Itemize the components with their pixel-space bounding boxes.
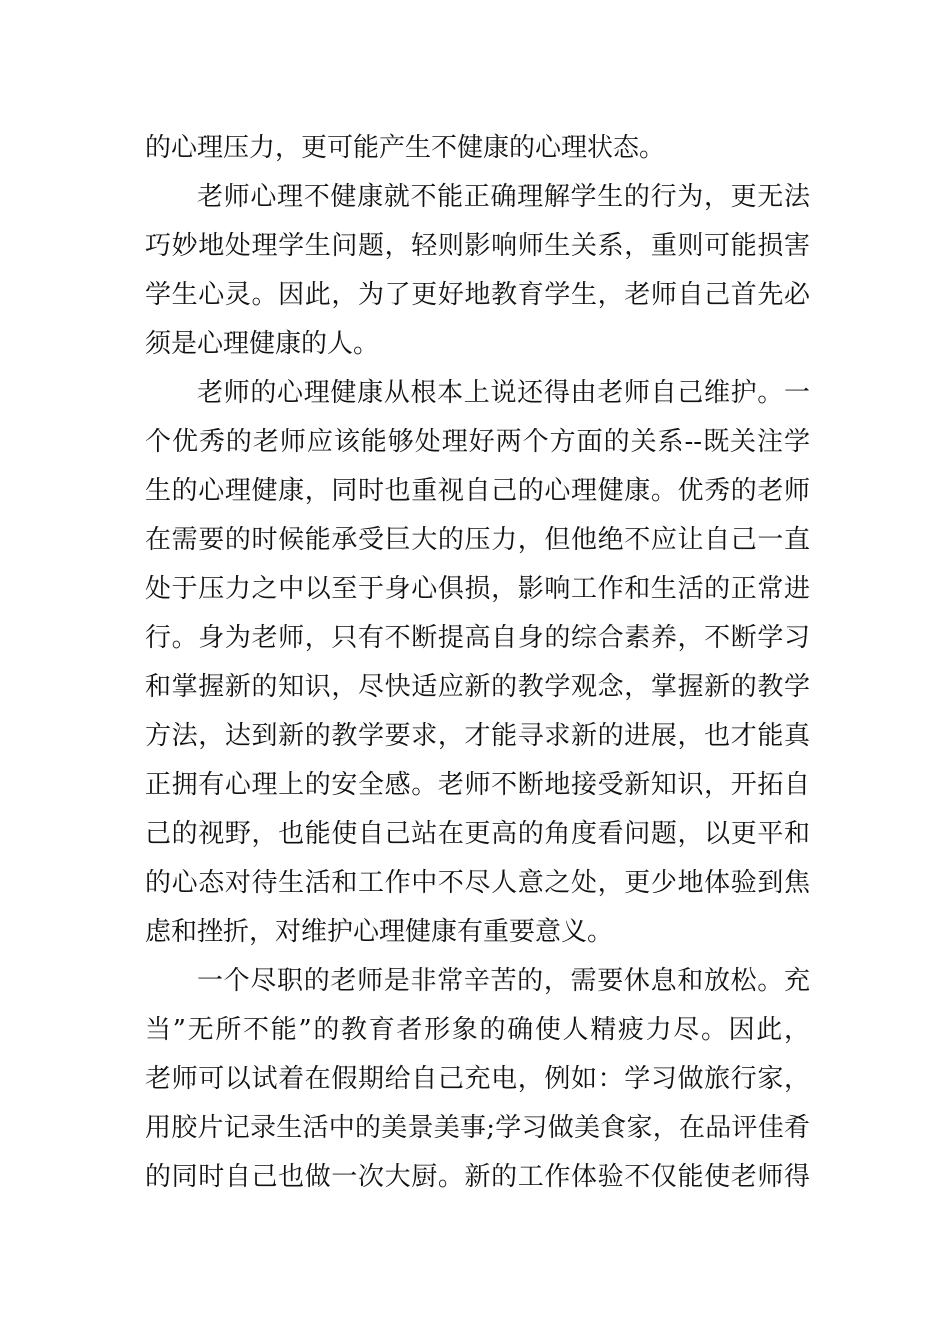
text-line: 虑和挫折，对维护心理健康有重要意义。 [145,917,614,947]
text-line: 的心态对待生活和工作中不尽人意之处，更少地体验到焦 [145,868,810,898]
text-line: 学生心灵。因此，为了更好地教育学生，老师自己首先必 [145,280,810,310]
text-line: 当”无所不能”的教育者形象的确使人精疲力尽。因此， [145,1015,810,1045]
text-line: 和掌握新的知识，尽快适应新的教学观念，掌握新的教学 [145,672,810,702]
text-line: 老师心理不健康就不能正确理解学生的行为，更无法 [197,182,810,212]
text-line: 正拥有心理上的安全感。老师不断地接受新知识，开拓自 [145,770,810,800]
text-line: 须是心理健康的人。 [145,329,380,359]
text-line: 的心理压力，更可能产生不健康的心理状态。 [145,133,666,163]
text-line: 一个尽职的老师是非常辛苦的，需要休息和放松。充 [197,966,810,996]
text-line: 行。身为老师，只有不断提高自身的综合素养，不断学习 [145,623,810,653]
text-line: 处于压力之中以至于身心俱损，影响工作和生活的正常进 [145,574,810,604]
text-line: 个优秀的老师应该能够处理好两个方面的关系--既关注学 [145,427,810,457]
body-text [145,124,810,1202]
text-line: 老师可以试着在假期给自己充电，例如：学习做旅行家， [145,1064,810,1094]
text-line: 方法，达到新的教学要求，才能寻求新的进展，也才能真 [145,721,810,751]
text-line: 生的心理健康，同时也重视自己的心理健康。优秀的老师 [145,476,810,506]
text-line: 巧妙地处理学生问题，轻则影响师生关系，重则可能损害 [145,231,810,261]
text-line: 用胶片记录生活中的美景美事;学习做美食家，在品评佳肴 [145,1113,810,1143]
text-line: 己的视野，也能使自己站在更高的角度看问题，以更平和 [145,819,810,849]
text-line: 老师的心理健康从根本上说还得由老师自己维护。一 [197,378,810,408]
text-line: 的同时自己也做一次大厨。新的工作体验不仅能使老师得 [145,1162,810,1192]
text-line: 在需要的时候能承受巨大的压力，但他绝不应让自己一直 [145,525,810,555]
